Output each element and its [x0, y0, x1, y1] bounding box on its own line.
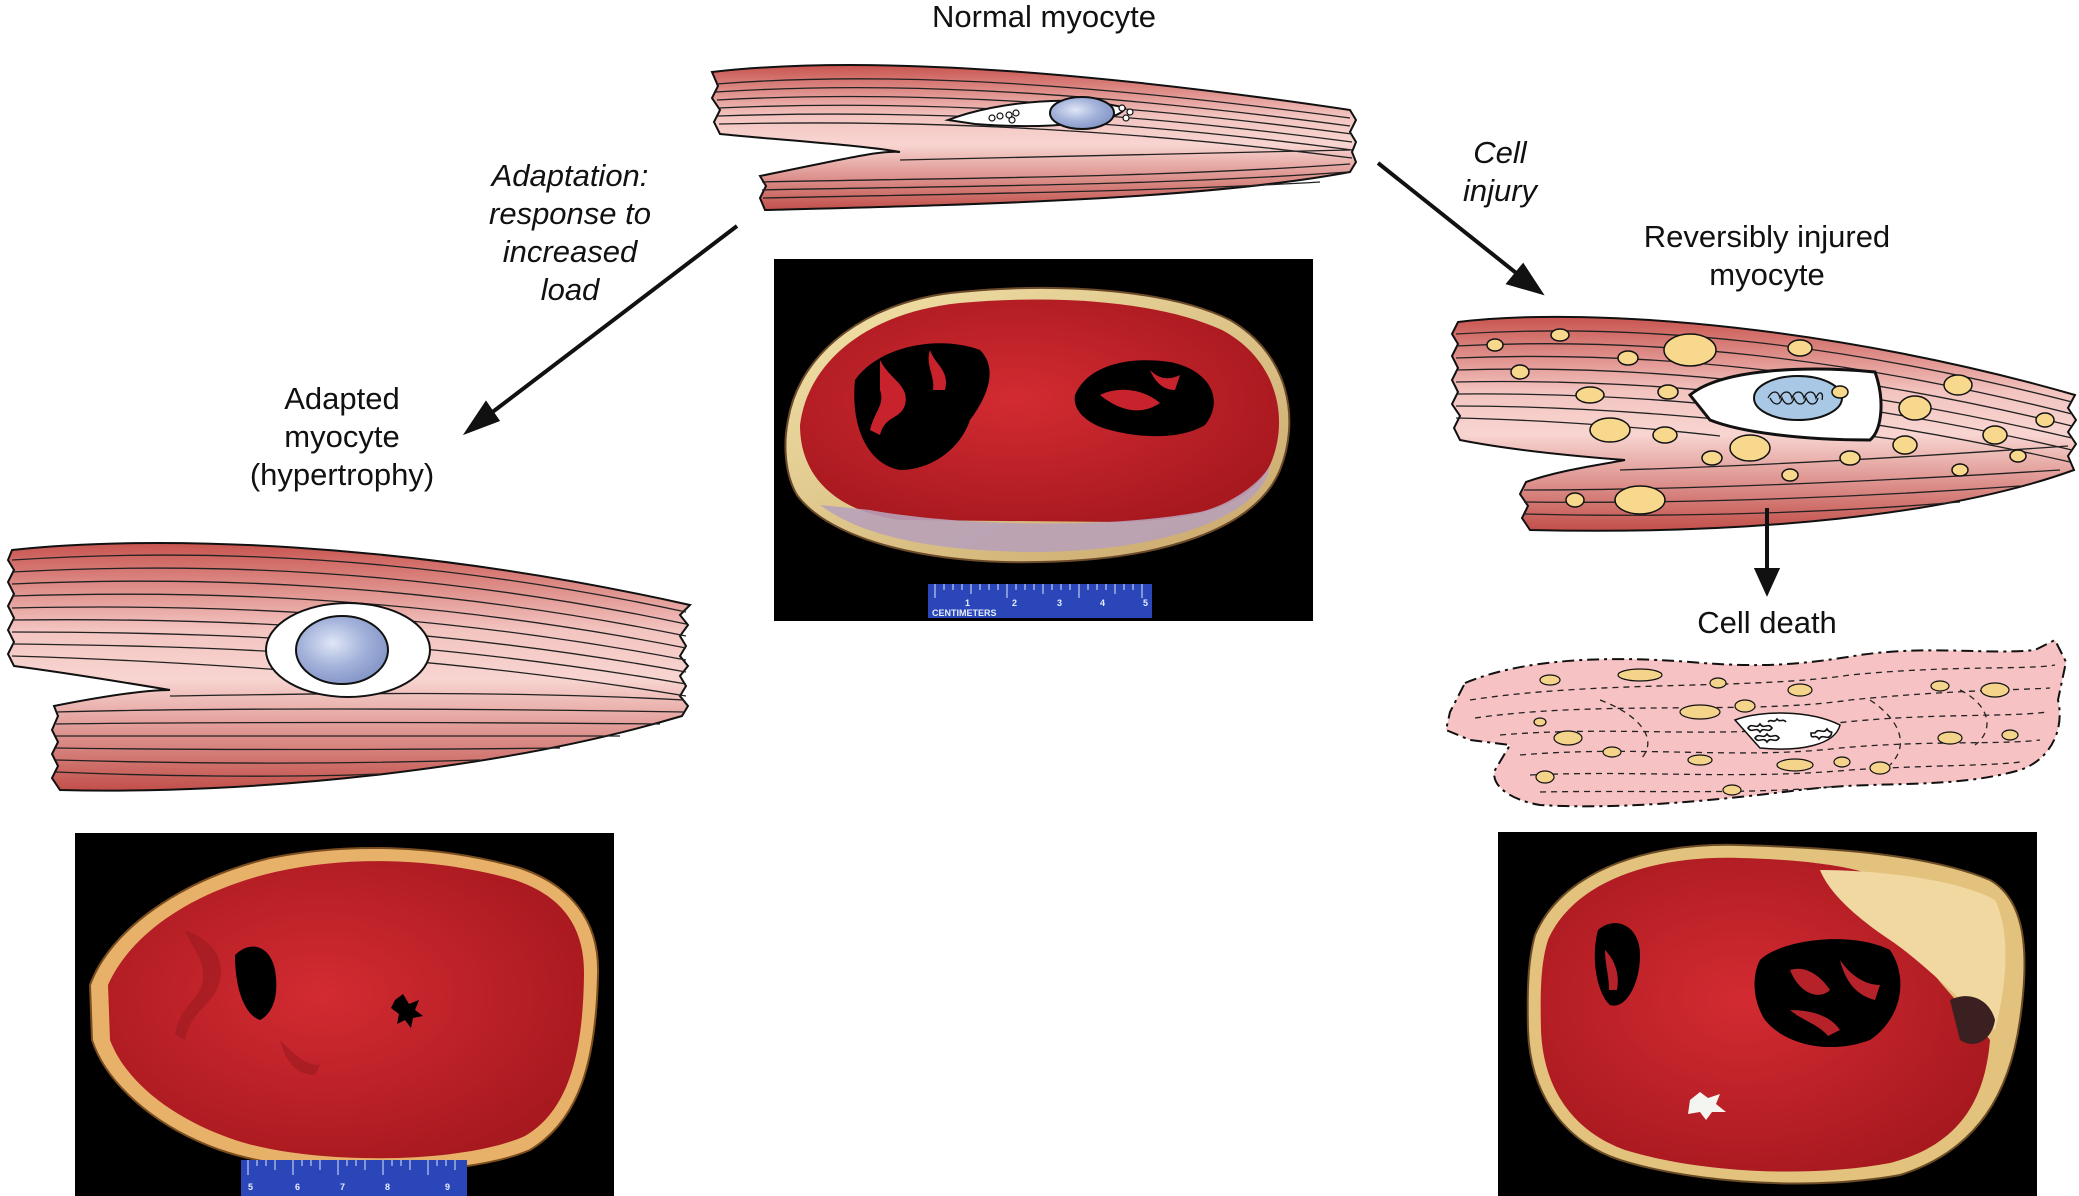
label-adapted-myocyte [192, 380, 492, 494]
ruler-left-num-8: 8 [385, 1182, 391, 1192]
label-adapted-line-2: myocyte [284, 419, 400, 454]
label-normal-myocyte: Normal myocyte [932, 0, 1156, 34]
ruler-num-3: 3 [1057, 598, 1063, 608]
normal-heart-photo [774, 259, 1313, 621]
adapted-myocyte [8, 543, 690, 791]
reversibly-injured-myocyte [1452, 317, 2076, 531]
arrow-to-death-head [1757, 570, 1777, 592]
label-adaptation-line-3: increased [502, 234, 638, 269]
ruler-left-num-7: 7 [340, 1182, 346, 1192]
label-adaptation-line-2: response to [489, 196, 651, 231]
ruler-num-5: 5 [1143, 598, 1149, 608]
ruler-num-2: 2 [1012, 598, 1018, 608]
label-adapted-line-3: (hypertrophy) [249, 457, 435, 492]
label-reversibly-line-1: Reversibly injured [1643, 219, 1891, 254]
infarct-heart-photo [1498, 832, 2037, 1196]
label-cell-injury-line-1: Cell [1473, 135, 1527, 170]
label-reversibly-injured [1592, 218, 1942, 294]
label-cell-injury-line-2: injury [1462, 173, 1538, 208]
label-reversibly-line-2: myocyte [1709, 257, 1825, 292]
label-cell-death: Cell death [1697, 605, 1837, 640]
ruler-num-1: 1 [965, 598, 971, 608]
ruler-left-num-5: 5 [248, 1182, 254, 1192]
ruler-num-4: 4 [1100, 598, 1106, 608]
label-cell-injury [1420, 134, 1580, 210]
label-adaptation [420, 157, 720, 309]
hypertrophy-heart-photo [75, 833, 614, 1196]
ruler-left-num-9: 9 [445, 1182, 451, 1192]
normal-myocyte [712, 65, 1356, 210]
adapted-nucleus [296, 616, 388, 684]
label-adapted-line-1: Adapted [284, 381, 400, 416]
label-adaptation-line-4: load [540, 272, 600, 307]
dead-myocyte [1446, 640, 2066, 806]
normal-nucleus [1050, 97, 1114, 129]
ruler-left-num-6: 6 [295, 1182, 301, 1192]
label-adaptation-line-1: Adaptation: [491, 158, 649, 193]
ruler-caption: CENTIMETERS [932, 608, 997, 618]
injured-nucleus [1754, 376, 1842, 420]
